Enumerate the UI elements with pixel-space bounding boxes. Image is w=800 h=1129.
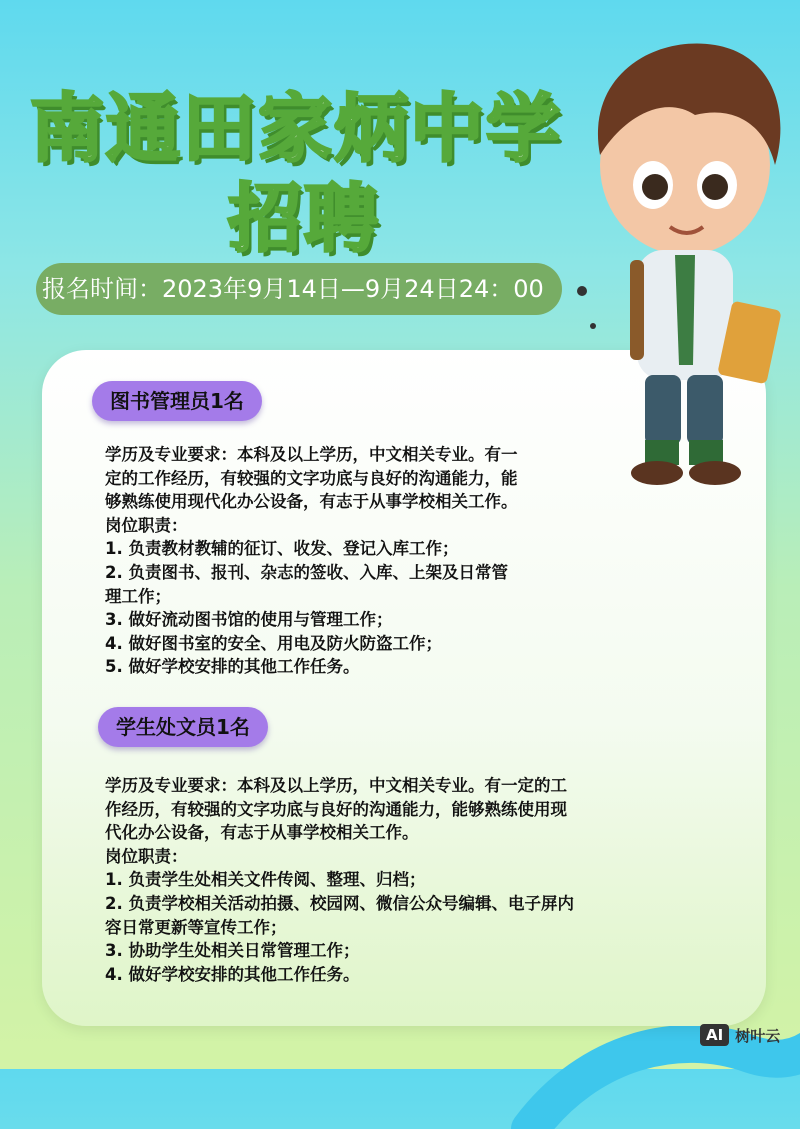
text-line: 2. 负责图书、报刊、杂志的签收、入库、上架及日常管 bbox=[105, 562, 508, 582]
text-line: 1. 负责教材教辅的征订、收发、登记入库工作； bbox=[105, 539, 459, 559]
text-line: 2. 负责学校相关活动拍摄、校园网、微信公众号编辑、电子屏内 bbox=[105, 893, 574, 913]
ai-badge: AI bbox=[700, 1024, 729, 1046]
text-line: 代化办公设备，有志于从事学校相关工作。 bbox=[105, 823, 419, 843]
cartoon-student-illustration bbox=[575, 35, 800, 490]
title-recruitment: 招聘 bbox=[228, 176, 380, 262]
text-line: 岗位职责： bbox=[105, 515, 188, 535]
position-title-librarian: 图书管理员1名 bbox=[92, 381, 262, 421]
clerk-description bbox=[105, 774, 574, 986]
registration-date-banner: 报名时间：2023年9月14日—9月24日24：00 bbox=[36, 263, 562, 315]
watermark-text: 树叶云 bbox=[735, 1026, 781, 1045]
position-title-student-office-clerk: 学生处文员1名 bbox=[98, 707, 268, 747]
text-line: 够熟练使用现代化办公设备，有志于从事学校相关工作。 bbox=[105, 492, 518, 512]
text-line: 1. 负责学生处相关文件传阅、整理、归档； bbox=[105, 870, 426, 890]
text-line: 作经历，有较强的文字功底与良好的沟通能力，能够熟练使用现 bbox=[105, 799, 567, 819]
text-line: 4. 做好图书室的安全、用电及防火防盗工作； bbox=[105, 633, 442, 653]
text-line: 定的工作经历，有较强的文字功底与良好的沟通能力，能 bbox=[105, 468, 518, 488]
text-line: 理工作； bbox=[105, 586, 171, 606]
text-line: 容日常更新等宣传工作； bbox=[105, 917, 287, 937]
text-line: 岗位职责： bbox=[105, 846, 188, 866]
text-line: 3. 协助学生处相关日常管理工作； bbox=[105, 941, 360, 961]
librarian-description bbox=[105, 443, 518, 679]
text-line: 3. 做好流动图书馆的使用与管理工作； bbox=[105, 610, 393, 630]
title-school-name: 南通田家炳中学 bbox=[30, 86, 562, 172]
text-line: 学历及专业要求：本科及以上学历，中文相关专业。有一定的工 bbox=[105, 776, 567, 795]
text-line: 5. 做好学校安排的其他工作任务。 bbox=[105, 657, 360, 677]
text-line: 学历及专业要求：本科及以上学历，中文相关专业。有一 bbox=[105, 445, 518, 464]
text-line: 4. 做好学校安排的其他工作任务。 bbox=[105, 964, 360, 984]
watermark bbox=[700, 1024, 780, 1046]
